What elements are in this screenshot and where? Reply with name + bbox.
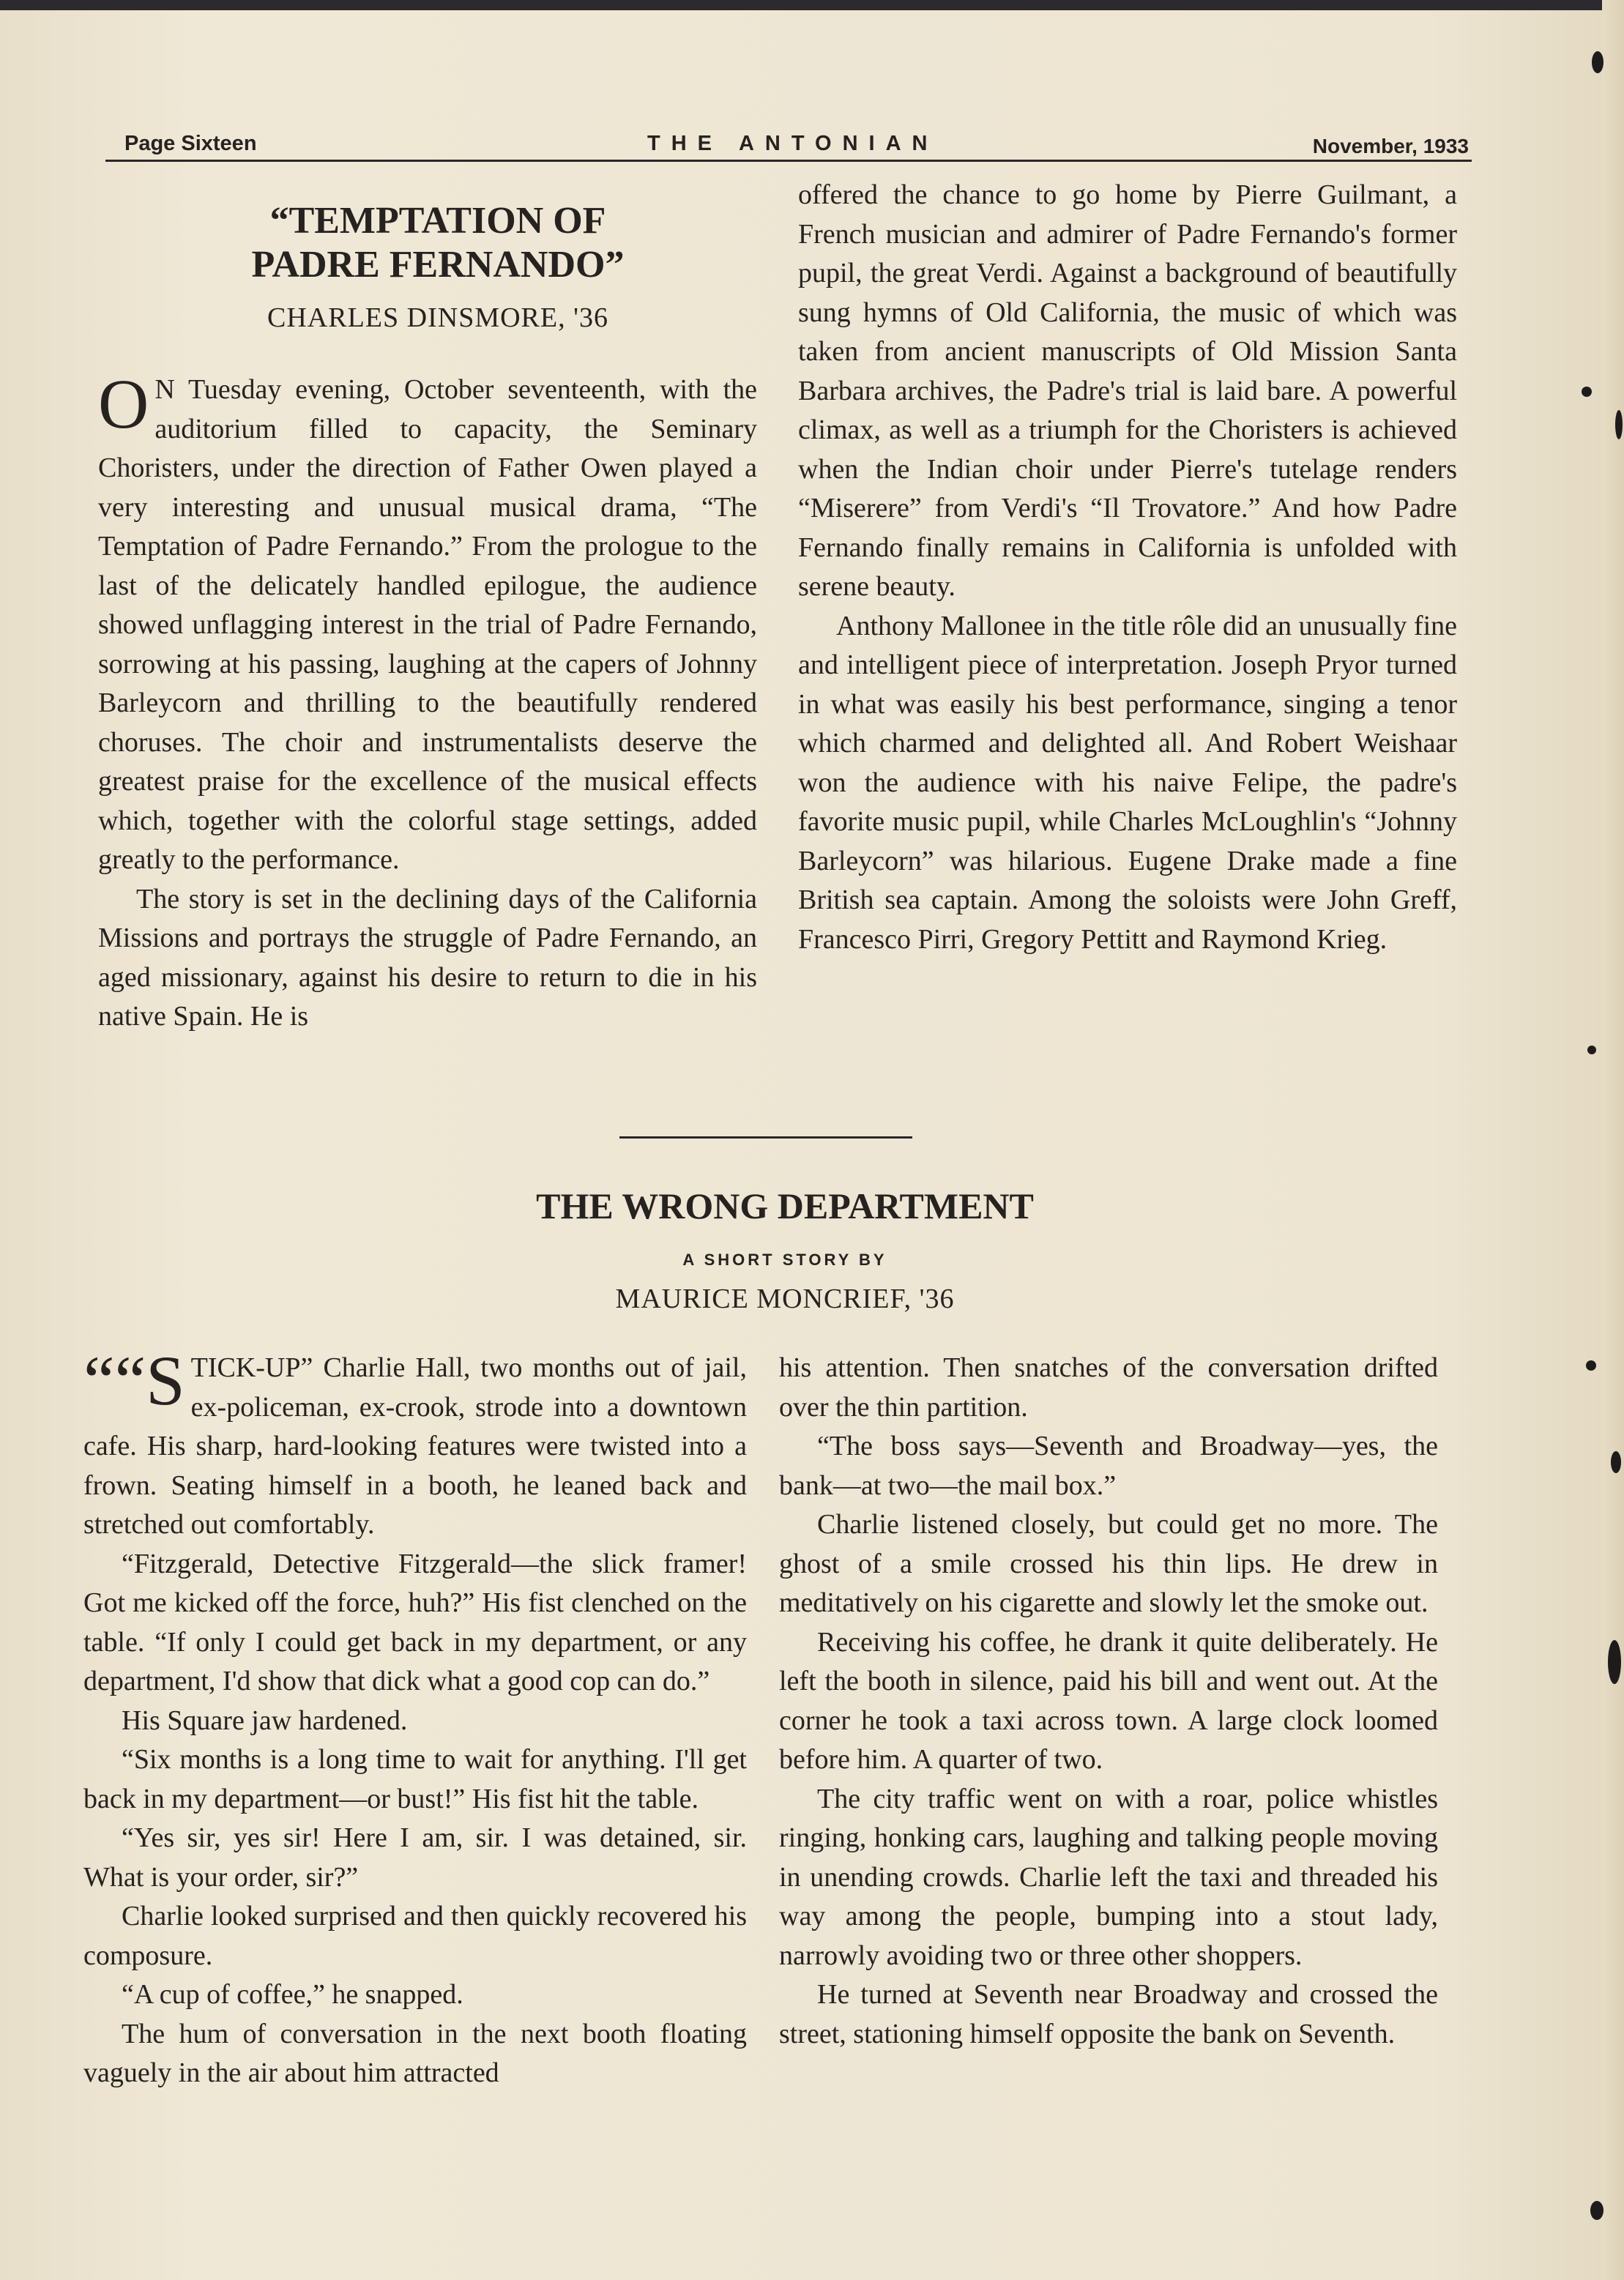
issue-date: November, 1933 xyxy=(1312,135,1469,157)
article2-paragraph: Charlie looked surprised and then quickly recovered his composure. xyxy=(83,1901,747,1971)
publication-name: THE ANTONIAN xyxy=(647,132,939,155)
article1-title-line1: “TEMPTATION OF xyxy=(269,200,606,242)
page-label: Page Sixteen xyxy=(124,132,257,155)
paper-speck xyxy=(1587,1046,1596,1054)
article1-dropcap: O xyxy=(98,365,149,443)
section-divider xyxy=(619,1136,912,1139)
paper-speck xyxy=(1608,1640,1621,1684)
article2-paragraph: “Six months is a long time to wait for anything. I'll get back in my department—or bust!” His fist hit the table. xyxy=(83,1744,747,1814)
article1-title xyxy=(98,199,778,287)
article1-title-line2: PADRE FERNANDO” xyxy=(251,244,625,286)
paper-speck xyxy=(1592,51,1603,73)
article2-paragraph: Charlie listened closely, but could get no more. The ghost of a smile crossed his thin lips. He drew in meditatively on his cigarette and slowly let the smoke out. xyxy=(779,1509,1438,1618)
paper-speck xyxy=(1586,1360,1596,1371)
article2-paragraph: “Fitzgerald, Detective Fitzgerald—the slick framer! Got me kicked off the force, huh?” His fist clenched on the table. “If only I could get back in my department, or any department, I'd show that dick what a good cop can do.” xyxy=(83,1548,747,1696)
scan-top-edge xyxy=(0,0,1624,10)
article1-column-right xyxy=(798,176,1457,959)
paper-speck xyxy=(1611,1451,1621,1473)
running-header xyxy=(98,132,1472,161)
header-rule xyxy=(105,160,1472,162)
article1-byline: CHARLES DINSMORE, '36 xyxy=(267,302,608,333)
article2-dropcap: ““S xyxy=(83,1341,185,1420)
article2-paragraph: “A cup of coffee,” he snapped. xyxy=(122,1979,463,2010)
article1-paragraph: The story is set in the declining days of the California Missions and portrays the struggle of Padre Fernando, an aged missionary, against his desire to return to die in his native Spain. He is xyxy=(98,883,757,1032)
article2-paragraph: “The boss says—Seventh and Broadway—yes, the bank—at two—the mail box.” xyxy=(779,1431,1438,1501)
paper-speck xyxy=(1615,410,1623,439)
article2-paragraph: his attention. Then snatches of the conversation drifted over the thin partition. xyxy=(779,1352,1438,1423)
article1-paragraph: N Tuesday evening, October seventeenth, with the auditorium filled to capacity, the Seminary Choristers, under the direction of Father Owen played a very interesting and unusual musical drama, “The Temptation of Padre Fernando.” From the prologue to the last of the delicately handled epilogue, the audience showed unflagging interest in the trial of Padre Fernando, sorrowing at his passing, laughing at the capers of Johnny Barleycorn and thrilling to the beautifully rendered choruses. The choir and instrumentalists deserve the greatest praise for the excellence of the musical effects which, together with the colorful stage settings, added greatly to the performance. xyxy=(98,374,757,875)
article2-column-right xyxy=(779,1349,1438,2054)
paper-speck xyxy=(1590,2201,1603,2220)
article2-paragraph: His Square jaw hardened. xyxy=(122,1705,408,1736)
article2-title: THE WRONG DEPARTMENT xyxy=(536,1185,1034,1226)
article2-column-left xyxy=(83,1341,747,2093)
article2-kicker: A SHORT STORY BY xyxy=(682,1251,887,1269)
article1-column-left xyxy=(98,365,757,1037)
page-right-edge xyxy=(1602,0,1624,2280)
article2-paragraph: The hum of conversation in the next booth floating vaguely in the air about him attracted xyxy=(83,2018,747,2088)
article2-paragraph: Receiving his coffee, he drank it quite deliberately. He left the booth in silence, paid his bill and went out. At the corner he took a taxi across town. A large clock loomed before him. A quarter of two. xyxy=(779,1626,1438,1775)
article2-paragraph: “Yes sir, yes sir! Here I am, sir. I was detained, sir. What is your order, sir?” xyxy=(83,1822,747,1893)
article1-paragraph: Anthony Mallonee in the title rôle did an unusually fine and intelligent piece of interpretation. Joseph Pryor turned in what was easily his best performance, singing a tenor which charmed and delighted all. And Robert Weishaar won the audience with his naive Felipe, the padre's favorite music pupil, while Charles McLoughlin's “Johnny Barleycorn” was hilarious. Eugene Drake made a fine British sea captain. Among the soloists were John Greff, Francesco Pirri, Gregory Pettitt and Raymond Krieg. xyxy=(798,610,1457,955)
article2-paragraph: TICK-UP” Charlie Hall, two months out of jail, ex-policeman, ex-crook, strode into a downtown cafe. His sharp, hard-looking features were twisted into a frown. Seating himself in a booth, he leaned back and stretched out comfortably. xyxy=(83,1352,747,1540)
article2-byline: MAURICE MONCRIEF, '36 xyxy=(615,1284,955,1314)
article2-paragraph: He turned at Seventh near Broadway and crossed the street, stationing himself opposite the bank on Seventh. xyxy=(779,1979,1438,2049)
article1-paragraph: offered the chance to go home by Pierre Guilmant, a French musician and admirer of Padre Fernando's former pupil, the great Verdi. Against a background of beautifully sung hymns of Old California, the music of which was taken from ancient manuscripts of Old Mission Santa Barbara archives, the Padre's trial is laid bare. A powerful climax, as well as a triumph for the Choristers is achieved when the Indian choir under Pierre's tutelage renders “Miserere” from Verdi's “Il Trovatore.” And how Padre Fernando finally remains in California is unfolded with serene beauty. xyxy=(798,179,1457,602)
article2-paragraph: The city traffic went on with a roar, police whistles ringing, honking cars, laughing and talking people moving in unending crowds. Charlie left the taxi and threaded his way among the people, bumping into a stout lady, narrowly avoiding two or three other shoppers. xyxy=(779,1783,1438,1971)
paper-speck xyxy=(1582,387,1592,397)
